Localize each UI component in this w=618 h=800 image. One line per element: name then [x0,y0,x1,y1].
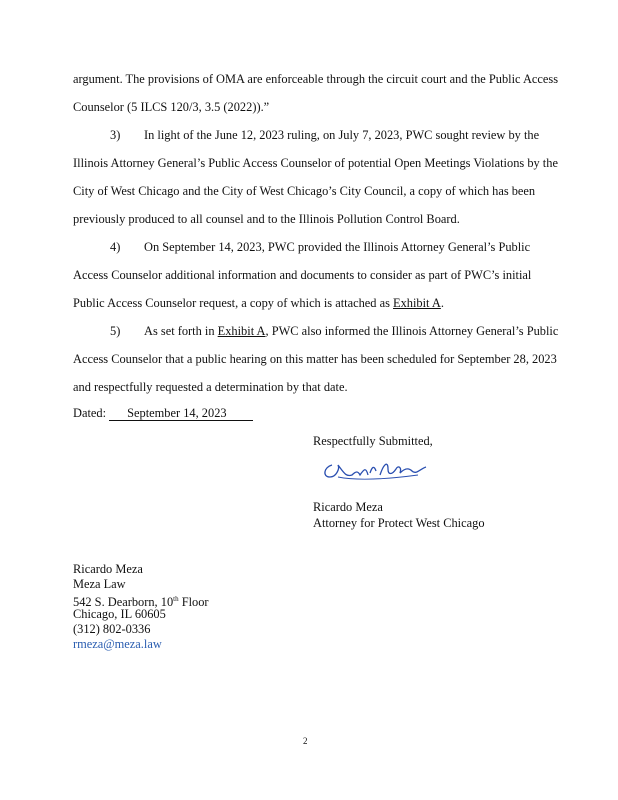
paragraph-3-line-2: Illinois Attorney General’s Public Access Counselor of potential Open Meetings Violations by the [73,156,558,170]
address-phone: (312) 802-0336 [73,622,151,636]
paragraph-4-line-3-end: . [440,296,444,310]
signer-name: Ricardo Meza [313,500,383,514]
dated-line [73,406,253,421]
paragraph-5-text-post: , PWC also informed the Illinois Attorney General’s Public [265,324,559,338]
paragraph-4-line-3 [73,296,444,310]
paragraph-5-text-pre: As set forth in [144,324,218,338]
paragraph-3-line-4: previously produced to all counsel and to the Illinois Pollution Control Board. [73,212,460,226]
email-link[interactable]: rmeza@meza.law [73,637,162,651]
page-number: 2 [303,736,308,746]
dated-value: September 14, 2023 [109,406,253,421]
exhibit-a-reference: Exhibit A [393,296,441,310]
paragraph-5-line-3: and respectfully requested a determination by that date. [73,380,348,394]
paragraph-4-line-1 [110,240,530,254]
address-firm: Meza Law [73,577,126,591]
paragraph-4-line-2: Access Counselor additional information and documents to consider as part of PWC’s initial [73,268,532,282]
paragraph-5-number: 5) [110,324,121,338]
paragraph-continued-line-2: Counselor (5 ILCS 120/3, 3.5 (2022)).” [73,100,270,114]
closing-text: Respectfully Submitted, [313,434,433,448]
paragraph-continued-line-1: argument. The provisions of OMA are enforceable through the circuit court and the Public Access [73,72,559,86]
paragraph-5-line-2: Access Counselor that a public hearing on this matter has been scheduled for September 28, 2023 [73,352,557,366]
paragraph-3-line-3: City of West Chicago and the City of West Chicago’s City Council, a copy of which has been [73,184,536,198]
address-street-floor: Floor [178,595,209,610]
address-city: Chicago, IL 60605 [73,607,166,621]
paragraph-4-text: On September 14, 2023, PWC provided the Illinois Attorney General’s Public [144,240,531,254]
address-name: Ricardo Meza [73,562,143,576]
address-street-ordinal: th [173,595,179,603]
exhibit-a-reference: Exhibit A [217,324,266,338]
paragraph-3-text: In light of the June 12, 2023 ruling, on July 7, 2023, PWC sought review by the [144,128,540,142]
address-street-text: 542 S. Dearborn, 10 [73,595,174,610]
signer-title: Attorney for Protect West Chicago [313,516,485,530]
dated-label: Dated: [73,406,107,420]
paragraph-4-number: 4) [110,240,121,254]
paragraph-3-number: 3) [110,128,121,142]
paragraph-5-line-1 [110,324,558,338]
handwritten-signature [318,455,434,485]
paragraph-4-line-3-text: Public Access Counselor request, a copy of which is attached as [73,296,394,310]
paragraph-3-line-1 [110,128,539,142]
